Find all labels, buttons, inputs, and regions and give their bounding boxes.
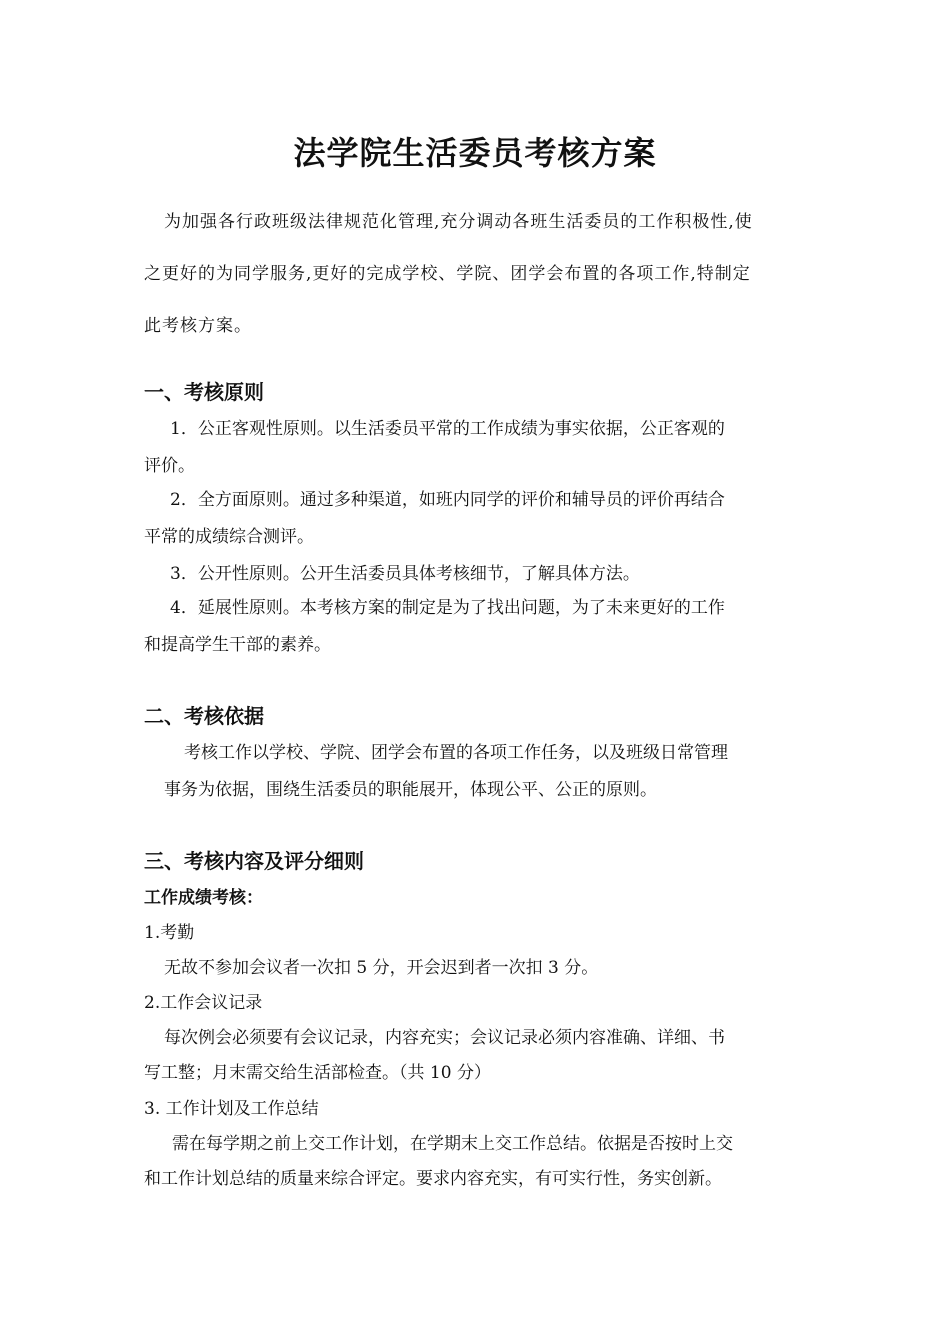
- content-line: 写工整；月末需交给生活部检查。（共 10 分）: [144, 1063, 491, 1083]
- document-title: 法学院生活委员考核方案: [293, 134, 657, 172]
- content-line: 需在每学期之前上交工作计划，在学期末上交工作总结。依据是否按时上交: [172, 1134, 733, 1154]
- basis-line: 考核工作以学校、学院、团学会布置的各项工作任务，以及班级日常管理: [184, 743, 728, 763]
- basis-line: 事务为依据，围绕生活委员的职能展开，体现公平、公正的原则。: [164, 780, 657, 800]
- principle-line: 3．公开性原则。公开生活委员具体考核细节，了解具体方法。: [170, 564, 640, 584]
- content-line: 3. 工作计划及工作总结: [144, 1099, 319, 1119]
- principle-line: 平常的成绩综合测评。: [144, 527, 314, 547]
- content-line: 无故不参加会议者一次扣 5 分，开会迟到者一次扣 3 分。: [164, 958, 599, 978]
- principle-line: 1．公正客观性原则。以生活委员平常的工作成绩为事实依据，公正客观的: [170, 419, 725, 439]
- intro-line-1: 为加强各行政班级法律规范化管理,充分调动各班生活委员的工作积极性,使: [164, 212, 753, 232]
- section-heading-principles: 一、考核原则: [144, 380, 264, 404]
- intro-line-3: 此考核方案。: [144, 316, 252, 336]
- principle-line: 评价。: [144, 456, 195, 476]
- content-line: 每次例会必须要有会议记录，内容充实；会议记录必须内容准确、详细、书: [164, 1028, 725, 1048]
- content-line: 1.考勤: [144, 923, 195, 943]
- work-performance-subheading: 工作成绩考核：: [144, 888, 263, 908]
- principle-line: 4．延展性原则。本考核方案的制定是为了找出问题，为了未来更好的工作: [170, 598, 725, 618]
- section-heading-content: 三、考核内容及评分细则: [144, 849, 364, 873]
- intro-line-2: 之更好的为同学服务,更好的完成学校、学院、团学会布置的各项工作,特制定: [144, 264, 751, 284]
- content-line: 2.工作会议记录: [144, 993, 263, 1013]
- content-line: 和工作计划总结的质量来综合评定。要求内容充实，有可实行性，务实创新。: [144, 1169, 722, 1189]
- section-heading-basis: 二、考核依据: [144, 704, 264, 728]
- principle-line: 2．全方面原则。通过多种渠道，如班内同学的评价和辅导员的评价再结合: [170, 490, 725, 510]
- principle-line: 和提高学生干部的素养。: [144, 635, 331, 655]
